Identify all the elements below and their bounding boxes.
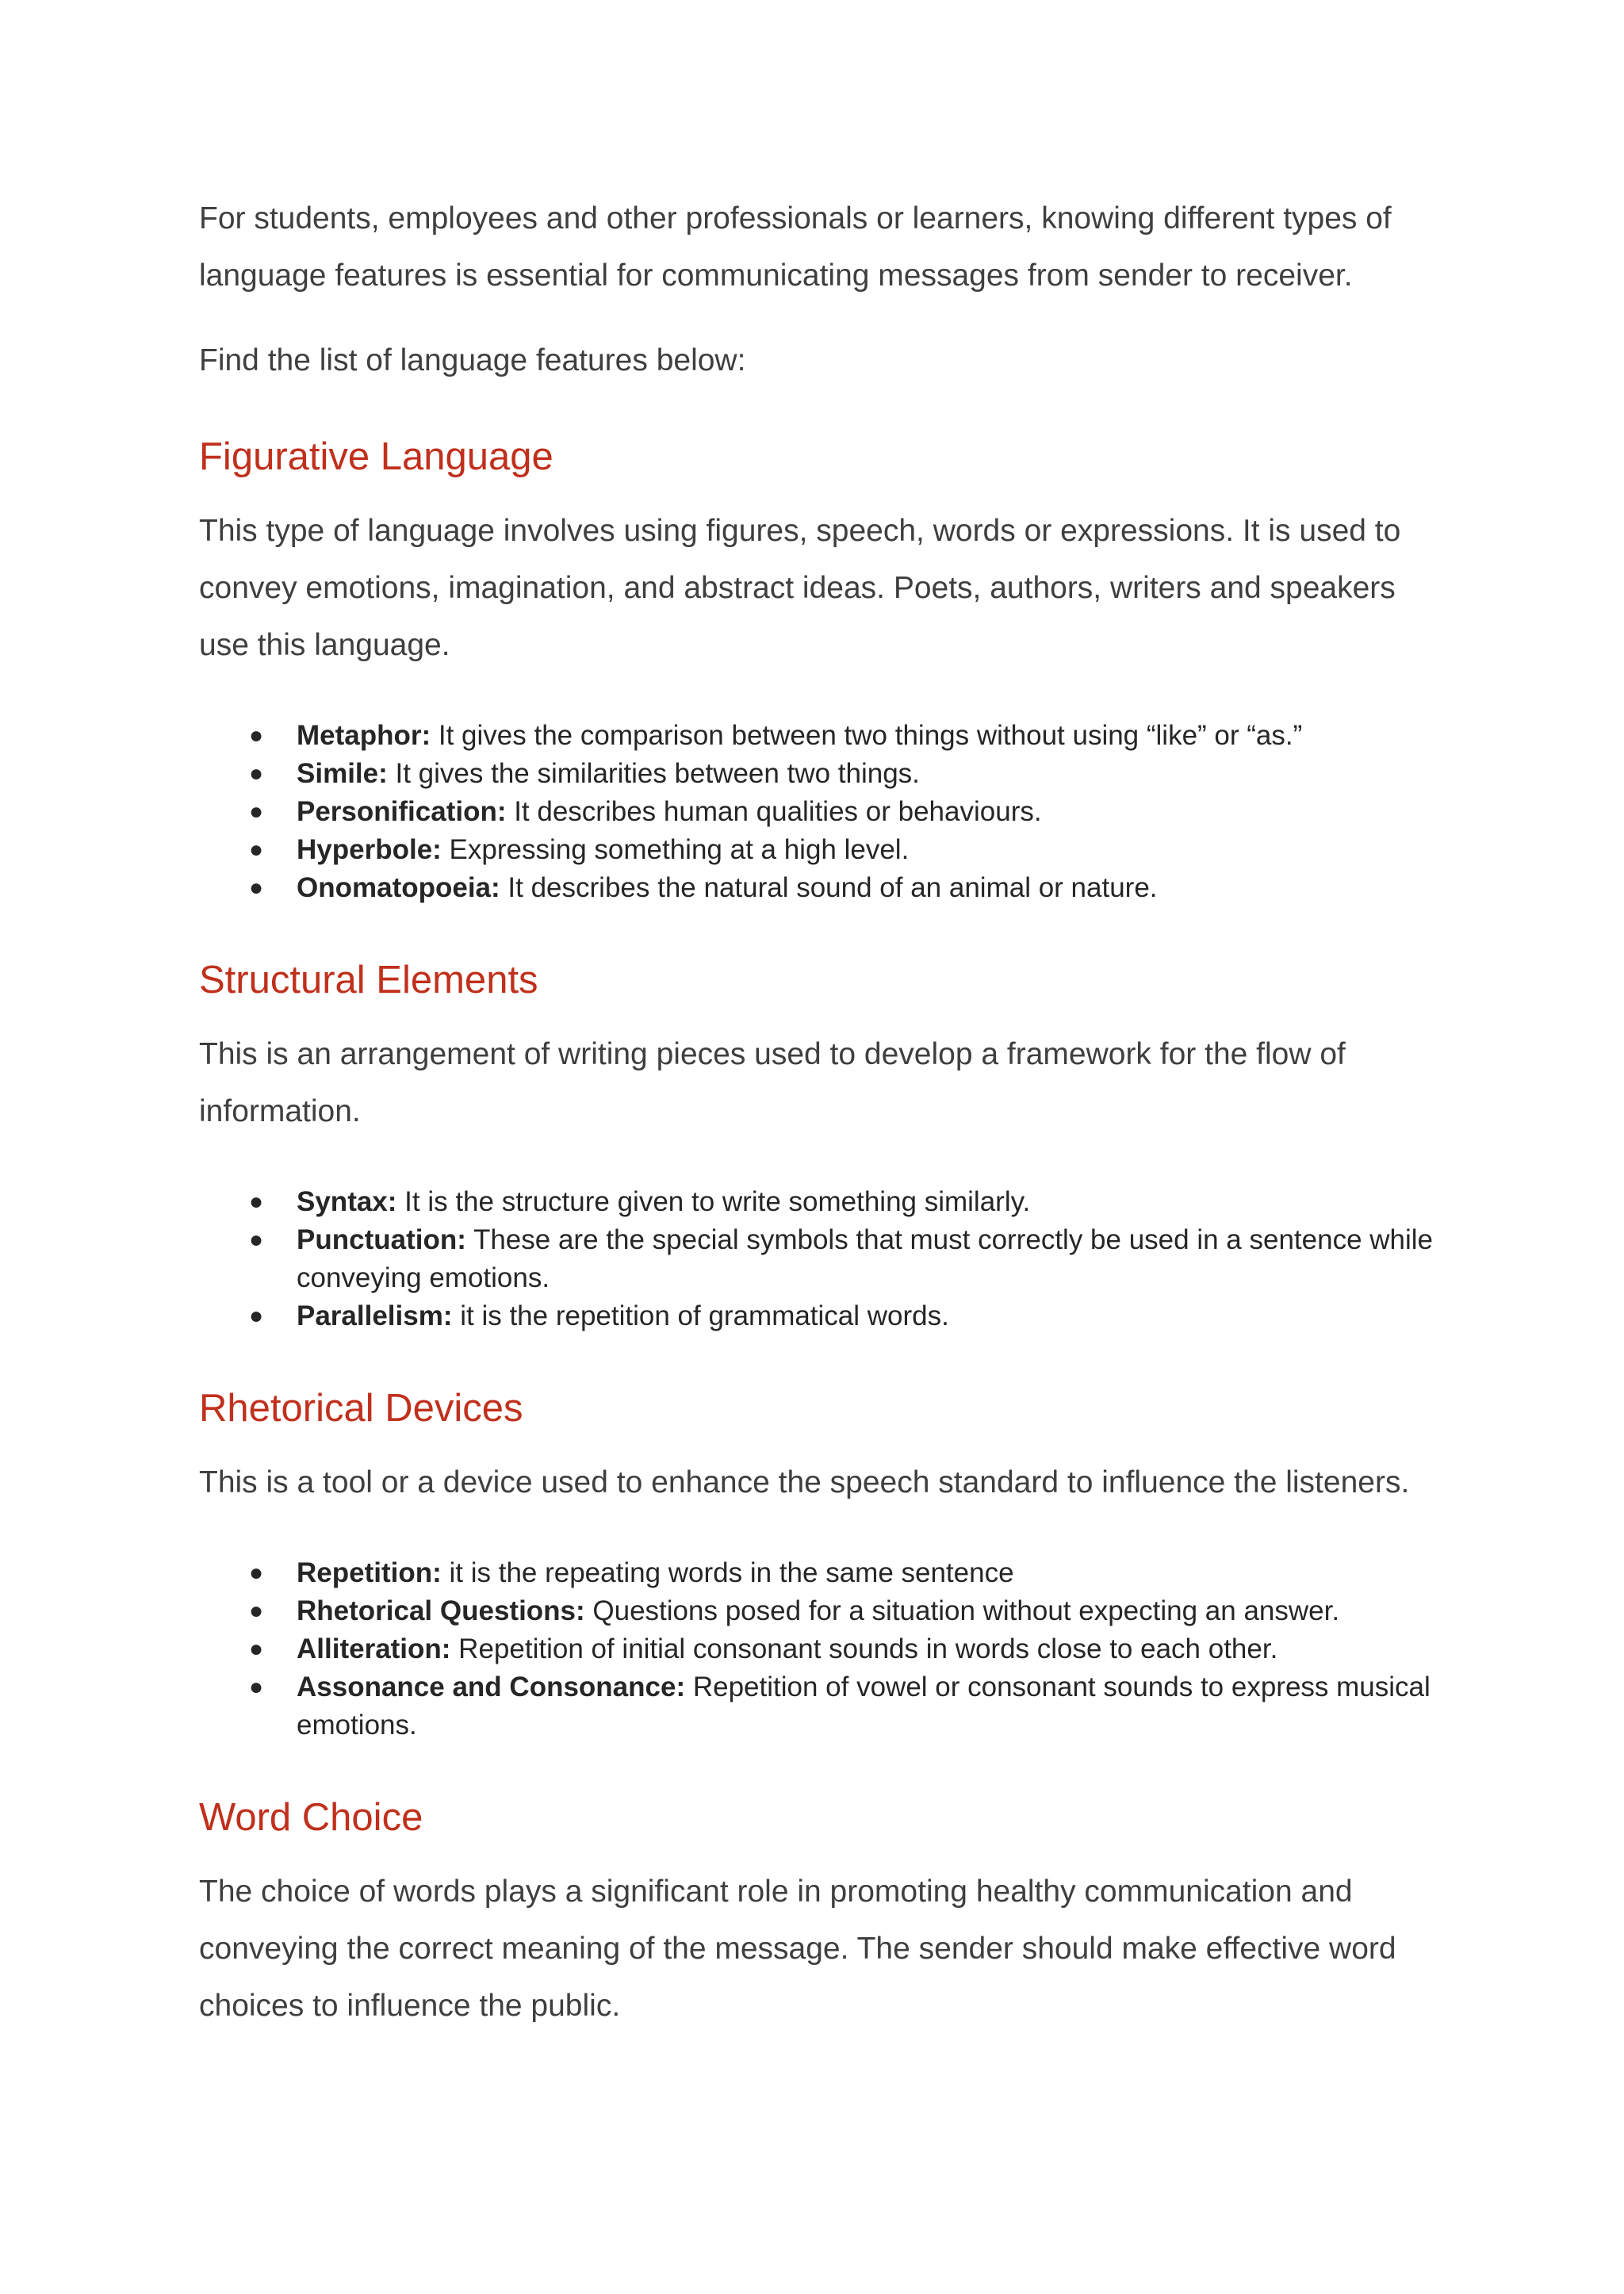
- term-description: Repetition of initial consonant sounds in words close to each other.: [450, 1633, 1278, 1664]
- bullet-icon: ●: [249, 1560, 264, 1586]
- section-heading: Structural Elements: [199, 959, 538, 1001]
- feature-list: [199, 1183, 1444, 1335]
- list-item: [249, 1668, 1444, 1744]
- list-item: [249, 717, 1444, 755]
- term-description: Expressing something at a high level.: [441, 834, 910, 865]
- list-item: [249, 1592, 1444, 1630]
- term-label: Metaphor:: [297, 720, 431, 751]
- term-label: Alliteration:: [297, 1633, 451, 1664]
- term-description: it is the repetition of grammatical words.: [452, 1300, 949, 1331]
- bullet-icon: ●: [249, 1598, 264, 1624]
- bullet-icon: ●: [249, 798, 264, 825]
- bullet-icon: ●: [249, 1636, 264, 1662]
- list-item: [249, 1221, 1444, 1297]
- term-description: It is the structure given to write something similarly.: [396, 1186, 1031, 1217]
- bullet-icon: ●: [249, 1227, 264, 1253]
- intro-list-lead: Find the list of language features below:: [199, 343, 746, 377]
- bullet-icon: ●: [249, 1303, 264, 1329]
- term-label: Punctuation:: [297, 1224, 466, 1255]
- term-label: Rhetorical Questions:: [297, 1595, 585, 1626]
- section-heading: Rhetorical Devices: [199, 1387, 523, 1430]
- list-item: [249, 1554, 1444, 1592]
- section-paragraph: This type of language involves using figures, speech, words or expressions. It is used to convey emotions, imagination, and abstract ideas. Poets, authors, writers and speakers use this language.: [199, 514, 1401, 662]
- bullet-icon: ●: [249, 1189, 264, 1215]
- list-item: [249, 793, 1444, 831]
- term-label: Simile:: [297, 758, 388, 789]
- term-description: It gives the comparison between two things without using “like” or “as.”: [431, 720, 1303, 751]
- list-item: [249, 755, 1444, 793]
- list-item: [249, 869, 1444, 907]
- term-label: Parallelism:: [297, 1300, 453, 1331]
- term-description: Questions posed for a situation without expecting an answer.: [584, 1595, 1340, 1626]
- list-item: [249, 1297, 1444, 1335]
- list-item: [249, 1630, 1444, 1668]
- term-label: Hyperbole:: [297, 834, 442, 865]
- term-label: Onomatopoeia:: [297, 872, 500, 903]
- bullet-icon: ●: [249, 722, 264, 749]
- bullet-icon: ●: [249, 1674, 264, 1700]
- section-rhetorical-devices: [199, 1384, 1444, 1744]
- term-description: Repetition of vowel or consonant sounds to express musical emotions.: [297, 1672, 1431, 1741]
- section-paragraph: The choice of words plays a significant role in promoting healthy communication and conveying the correct meaning of the message. The sender should make effective word choices to influence the public.: [199, 1875, 1396, 2023]
- term-label: Syntax:: [297, 1186, 397, 1217]
- term-label: Assonance and Consonance:: [297, 1672, 686, 1702]
- feature-list: [199, 717, 1444, 907]
- section-paragraph: This is a tool or a device used to enhance the speech standard to influence the listeners.: [199, 1465, 1410, 1499]
- bullet-icon: ●: [249, 760, 264, 787]
- section-figurative-language: [199, 433, 1444, 907]
- document-page: [199, 190, 1444, 2035]
- term-description: It describes the natural sound of an animal or nature.: [500, 872, 1158, 903]
- section-heading: Word Choice: [199, 1796, 423, 1839]
- feature-list: [199, 1554, 1444, 1744]
- term-description: it is the repeating words in the same sentence: [441, 1557, 1014, 1588]
- list-item: [249, 831, 1444, 869]
- list-item: [249, 1183, 1444, 1221]
- term-description: It gives the similarities between two things.: [387, 758, 920, 789]
- term-label: Repetition:: [297, 1557, 442, 1588]
- section-paragraph: This is an arrangement of writing pieces used to develop a framework for the flow of information.: [199, 1037, 1346, 1128]
- section-structural-elements: [199, 956, 1444, 1335]
- bullet-icon: ●: [249, 875, 264, 901]
- section-word-choice: [199, 1794, 1444, 2035]
- term-description: These are the special symbols that must correctly be used in a sentence while conveying emotions.: [297, 1224, 1434, 1293]
- term-label: Personification:: [297, 796, 507, 827]
- term-description: It describes human qualities or behaviours.: [506, 796, 1042, 827]
- bullet-icon: ●: [249, 837, 264, 863]
- section-heading: Figurative Language: [199, 435, 553, 478]
- intro-paragraph: For students, employees and other professionals or learners, knowing different types of language features is essential for communicating messages from sender to receiver.: [199, 201, 1392, 293]
